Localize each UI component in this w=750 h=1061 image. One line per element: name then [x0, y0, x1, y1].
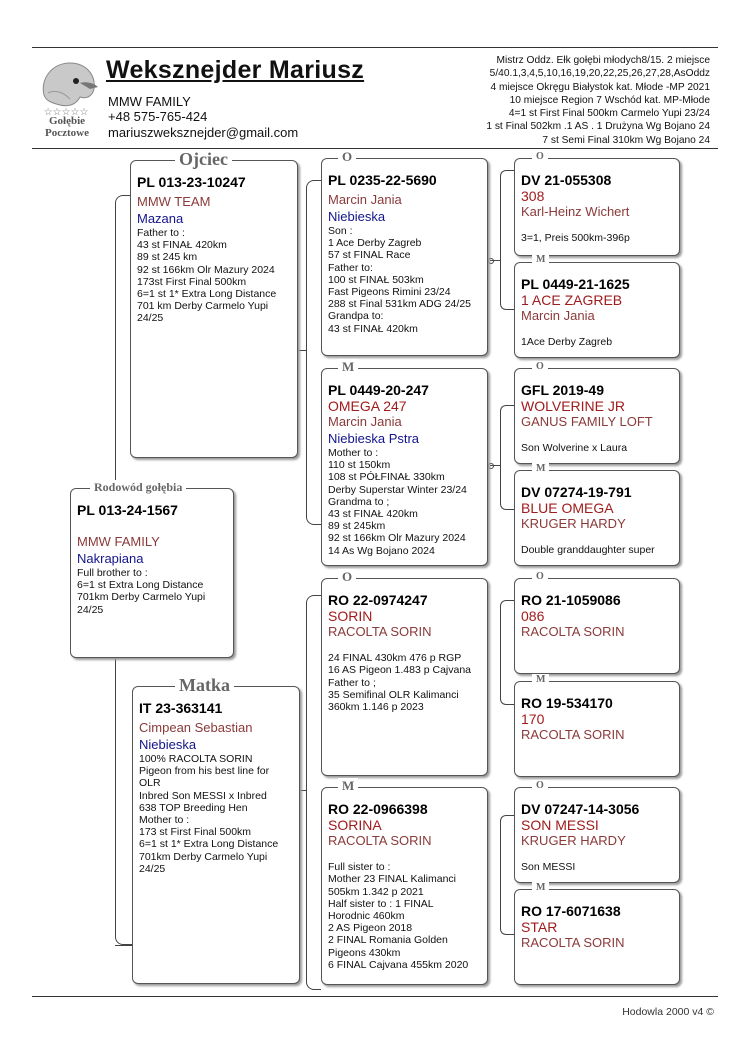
o-label: O [338, 149, 356, 165]
father-color: Mazana [137, 211, 184, 226]
m-label: M [532, 254, 549, 265]
achievement-line: 7 st Semi Final 310km Wg Bojano 24 [542, 134, 710, 146]
connector [490, 465, 500, 466]
father-owner: MMW TEAM [137, 194, 211, 209]
connector [500, 170, 514, 310]
fff-notes: 3=1, Preis 500km-396p [521, 232, 630, 245]
mf-notes: 24 FINAL 430km 476 p RGP 16 AS Pigeon 1.483 p Cajvana Father to ; 35 Semifinal OLR Kalimanci 360km 1.146 p 2023 [328, 652, 472, 714]
father-ring: PL 013-23-10247 [137, 174, 246, 190]
o-label: O [532, 151, 548, 162]
fff-ring: DV 21-055308 [521, 172, 612, 188]
ff-owner: Marcin Jania [328, 192, 402, 207]
fmf-owner: GANUS FAMILY LOFT [521, 414, 653, 429]
mmf-owner: KRUGER HARDY [521, 833, 626, 848]
mfm-ring: RO 19-534170 [521, 695, 613, 711]
fmm-card[interactable] [514, 470, 680, 566]
mmf-name: SON MESSI [521, 817, 599, 833]
connector [306, 180, 321, 525]
connector [115, 195, 130, 490]
m-label: M [532, 882, 549, 893]
subject-ring: PL 013-24-1567 [77, 502, 178, 518]
connector [490, 260, 500, 261]
logo-line-1: Gołębie [48, 115, 86, 127]
fff-name: 308 [521, 188, 545, 204]
mff-ring: RO 21-1059086 [521, 592, 621, 608]
achievement-line: 1 st Final 502km .1 AS . 1 Drużyna Wg Bojano 24 [486, 121, 710, 133]
achievement-line: Mistrz Oddz. Ełk gołębi młodych8/15. 2 miejsce [496, 55, 710, 66]
fm-color: Niebieska Pstra [328, 431, 420, 446]
fff-owner: Karl-Heinz Wichert [521, 204, 630, 219]
mf-name: SORIN [328, 608, 373, 624]
footer-rule [32, 996, 718, 997]
mfm-card[interactable] [514, 681, 680, 777]
fm-notes: Mother to : 110 st 150km 108 st PÓŁFINAŁ 330km Derby Superstar Winter 23/24 Grandma to ; 43 st FINAŁ 420km 89 st 245km 92 st 166km Olr Mazury 2024 14 As Wg Bojano 2024 [328, 447, 467, 557]
mm-ring: RO 22-0966398 [328, 801, 428, 817]
connector-dot [488, 463, 494, 469]
m-label: M [338, 359, 358, 375]
achievement-line: 5/40.1,3,4,5,10,16,19,20,22,25,26,27,28,AsOddz [489, 68, 710, 80]
logo-line-2: Pocztowe [45, 127, 89, 139]
fmf-ring: GFL 2019-49 [521, 382, 605, 398]
ff-color: Niebieska [328, 209, 386, 224]
ff-notes: Son : 1 Ace Derby Zagreb 57 st FINAL Race Father to: 100 st FINAŁ 503km Fast Pigeons Rimini 23/24 288 st Final 531km ADG 24/25 Grandpa to: 43 st FINAŁ 420km [328, 225, 471, 335]
mmm-ring: RO 17-6071638 [521, 903, 621, 919]
o-label: O [338, 569, 356, 585]
achievements [410, 54, 710, 147]
mother-owner: Cimpean Sebastian [139, 720, 253, 735]
matka-label: Matka [175, 675, 234, 696]
mm-owner: RACOLTA SORIN [328, 833, 432, 848]
subject-color: Nakrapiana [77, 551, 144, 566]
mmm-name: STAR [521, 919, 558, 935]
mff-owner: RACOLTA SORIN [521, 624, 625, 639]
connector-dot [488, 258, 494, 264]
o-label: O [532, 780, 548, 791]
mother-color: Niebieska [139, 737, 197, 752]
subject-owner: MMW FAMILY [77, 534, 160, 549]
ffm-name: 1 ACE ZAGREB [521, 292, 623, 308]
mmf-card[interactable] [514, 787, 680, 883]
top-rule [32, 47, 718, 48]
father-card[interactable] [130, 160, 298, 458]
subject-card[interactable] [70, 488, 234, 658]
ffm-ring: PL 0449-21-1625 [521, 276, 630, 292]
mmf-notes: Son MESSI [521, 861, 576, 874]
mother-ring: IT 23-363141 [139, 700, 223, 716]
fmm-notes: Double granddaughter super [521, 544, 655, 557]
m-label: M [338, 778, 358, 794]
mf-owner: RACOLTA SORIN [328, 624, 432, 639]
father-notes: Father to : 43 st FINAŁ 420km 89 st 245 km 92 st 166km Olr Mazury 2024 173st First Final 500km 6=1 st 1* Extra Long Distance 701 km Derby Carmelo Yupi 24/25 [137, 227, 277, 325]
mmf-ring: DV 07247-14-3056 [521, 801, 640, 817]
mm-name: SORINA [328, 817, 382, 833]
fmm-owner: KRUGER HARDY [521, 516, 626, 531]
fm-owner: Marcin Jania [328, 414, 402, 429]
connector [500, 600, 514, 705]
connector [306, 595, 321, 990]
fm-name: OMEGA 247 [328, 398, 407, 414]
m-label: M [532, 463, 549, 474]
fmm-ring: DV 07274-19-791 [521, 484, 632, 500]
connector [500, 815, 514, 935]
mf-ring: RO 22-0974247 [328, 592, 428, 608]
mf-card[interactable] [321, 578, 488, 776]
phone: +48 575-765-424 [108, 109, 208, 124]
achievement-line: 10 miejsce Region 7 Wschód kat. MP-Młode [509, 94, 710, 106]
mff-name: 086 [521, 608, 545, 624]
o-label: O [532, 361, 548, 372]
m-label: M [532, 674, 549, 685]
o-label: O [532, 571, 548, 582]
mother-card[interactable] [132, 686, 300, 984]
ff-card[interactable] [321, 158, 488, 356]
family-name: MMW FAMILY [108, 94, 191, 109]
achievement-line: 4 miejsce Okręgu Białystok kat. Młode -MP 2021 [490, 81, 710, 93]
mother-notes: 100% RACOLTA SORIN Pigeon from his best line for OLR Inbred Son MESSI x Inbred 638 TOP Breeding Hen Mother to : 173 st First Final 500km 6=1 st 1* Extra Long Distance 701km Derby Carmelo Yupi 24/25 [139, 753, 279, 875]
ffm-owner: Marcin Jania [521, 308, 595, 323]
fmf-card[interactable] [514, 368, 680, 464]
mfm-name: 170 [521, 711, 545, 727]
fm-card[interactable] [321, 368, 488, 566]
svg-text:☆☆☆☆☆: ☆☆☆☆☆ [43, 107, 89, 118]
mmm-owner: RACOLTA SORIN [521, 935, 625, 950]
mfm-owner: RACOLTA SORIN [521, 727, 625, 742]
breeder-name: Weksznejder Mariusz [106, 56, 365, 84]
fm-ring: PL 0449-20-247 [328, 382, 429, 398]
mm-card[interactable] [321, 787, 488, 985]
fff-card[interactable] [514, 158, 680, 256]
rodowod-label: Rodowód gołębia [90, 480, 186, 495]
ffm-notes: 1Ace Derby Zagreb [521, 336, 613, 349]
subject-notes: Full brother to : 6=1 st Extra Long Distance 701km Derby Carmelo Yupi 24/25 [77, 567, 206, 616]
header-rule [32, 148, 718, 149]
ffm-card[interactable] [514, 262, 680, 358]
mff-card[interactable] [514, 578, 680, 674]
footer-text: Hodowla 2000 v4 © [622, 1006, 714, 1018]
mmm-card[interactable] [514, 889, 680, 985]
achievement-line: 4=1 st First Final 500km Carmelo Yupi 23/24 [508, 108, 710, 120]
fmf-name: WOLVERINE JR [521, 398, 625, 414]
mm-notes: Full sister to : Mother 23 FINAL Kalimanci 505km 1.342 p 2021 Half sister to : 1 FINAL Horodnic 460km 2 AS Pigeon 2018 2 FINAL Romania Golden Pigeons 430km 6 FINAL Cajvana 455km 2020 [328, 861, 469, 971]
ff-ring: PL 0235-22-5690 [328, 172, 437, 188]
ojciec-label: Ojciec [175, 149, 232, 170]
logo [30, 53, 102, 139]
connector [500, 405, 514, 510]
email[interactable]: mariuszweksznejder@gmail.com [108, 125, 299, 140]
fmf-notes: Son Wolverine x Laura [521, 442, 628, 455]
fmm-name: BLUE OMEGA [521, 500, 614, 516]
